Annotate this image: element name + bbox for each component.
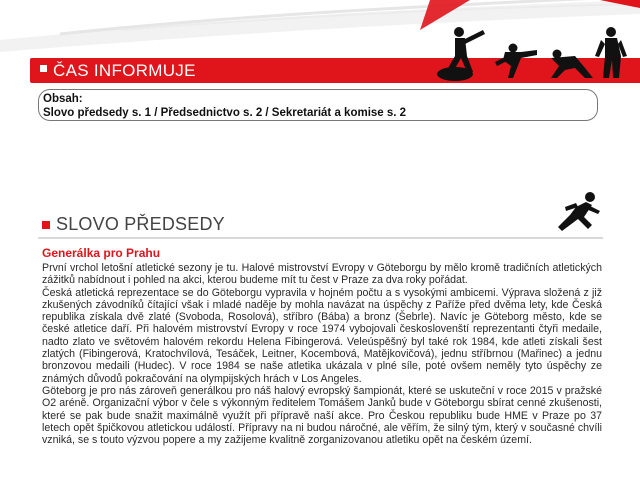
section-bullet — [42, 221, 50, 229]
contents-items: Slovo předsedy s. 1 / Předsednictvo s. 2 / Sekretariát a komise s. 2 — [43, 107, 407, 119]
banner-bullet — [40, 65, 47, 72]
article-paragraph: Česká atletická reprezentace se do Göteborgu vypravila v hojném počtu a s vysokými ambicemi. Výprava složená z již zkušených závodníků čítající však i mladé naděje by mohla navázat na úspěchy z Paříže před dvěma lety, kde Česká republika získala dvě zlaté (Svoboda, Rosolová), stříbro (Bába) a bronz (Šebrle). Navíc je Göteborg město, kde se české atletice daří. Při halovém mistrovství Evropy v roce 1974 vybojovali českoslovenští reprezentanti čtyři medaile, nadto zlato ve světovém halovém rekordu Helena Fibingerová. Veleúspěšný byl také rok 1984, kde atleti získali šest zlatých (Fibingerová, Kratochvílová, Tesáček, Leitner, Kocembová, Matějkovičová), jednu stříbrnou (Mařinec) a jednu bronzovou medaili (Hudec). V roce 1984 se naše atletika ukázala v plné síle, poté ovšem neměly tyto úspěchy ze známých důvodů pokračování na olympijských hrách v Los Angeles. — [42, 286, 602, 385]
article-body — [42, 262, 602, 446]
contents-label: Obsah: — [43, 93, 83, 105]
athletes-silhouettes-icon — [425, 22, 640, 84]
article-paragraph: Göteborg je pro nás zároveň generálkou pro náš halový evropský šampionát, které se uskuteční v roce 2015 v pražské O2 aréně. Organizační výbor v čele s výkonným ředitelem Tomášem Janků bude v Göteborgu sbírat cenné zkušenosti, které se pak bude snažit maximálně využít při přípravě naší akce. Pro Českou republiku bude HME v Praze po 37 letech opět špičkovou atletickou událostí. Přípravy na ni budou náročné, ale věřím, že silný tým, který v současné chvíli vzniká, se s touto výzvou popere a my zažijeme kvalitně zorganizovanou atletiku opět na českém území. — [42, 384, 602, 447]
section-title: SLOVO PŘEDSEDY — [56, 214, 225, 234]
sprinter-icon — [548, 189, 603, 235]
article-heading: Generálka pro Prahu — [42, 246, 161, 260]
section-divider — [38, 237, 603, 239]
contents-box — [38, 89, 598, 121]
article-paragraph: První vrchol letošní atletické sezony je tu. Halové mistrovství Evropy v Göteborgu by mělo kromě tradičních atletických zážitků nabídnout i pohled na akci, kterou budeme mít tu čest v Praze za dva roky pořádat. — [42, 262, 602, 287]
banner-title: ČAS INFORMUJE — [53, 61, 196, 80]
